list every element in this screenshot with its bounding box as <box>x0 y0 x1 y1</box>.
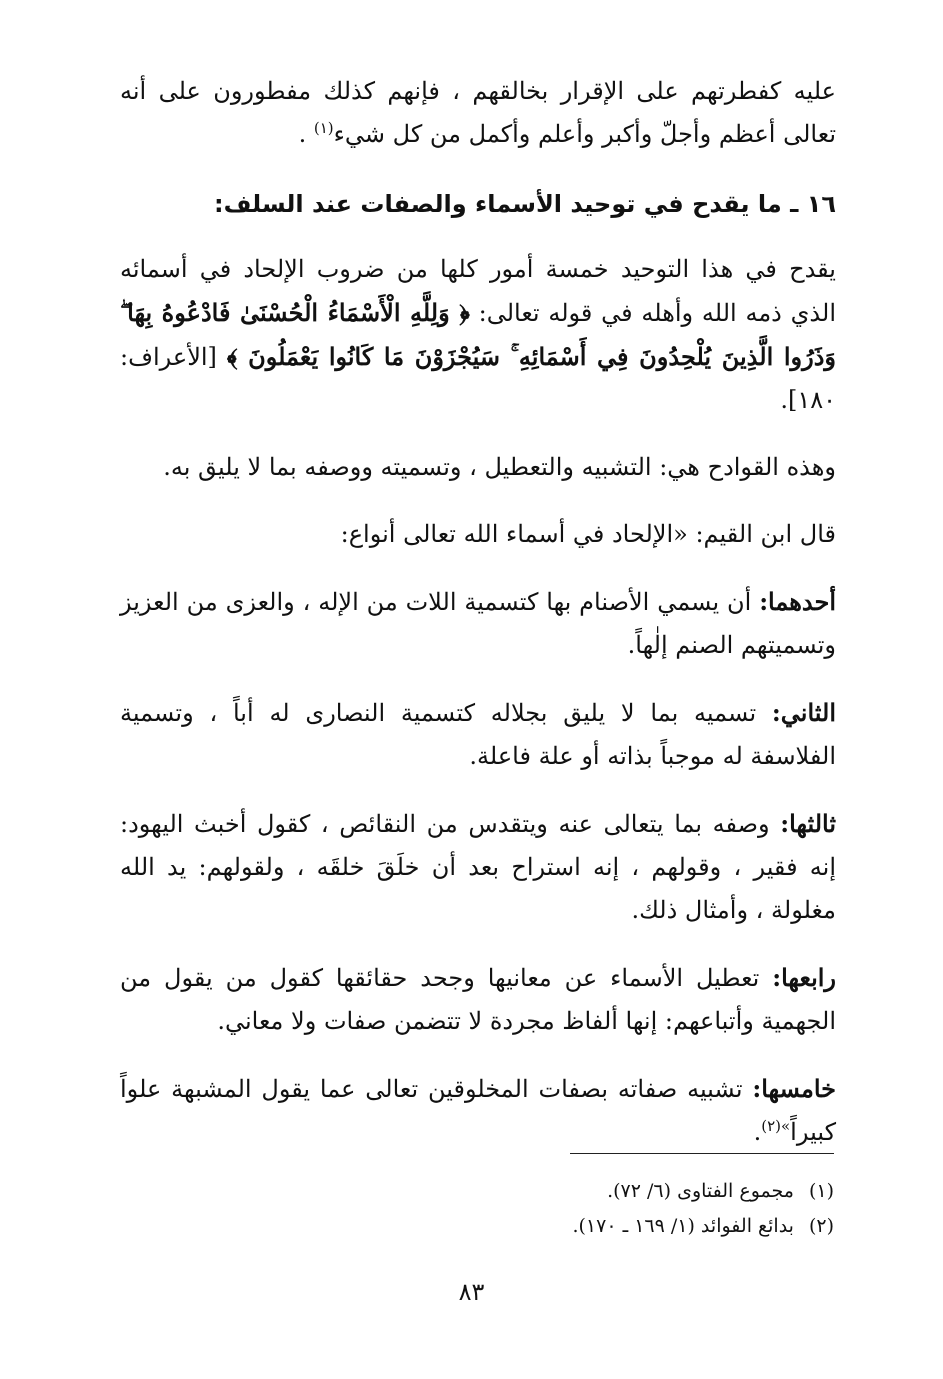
quran-source: [الأعراف: ١٨٠]. <box>120 343 836 414</box>
intro-end: . <box>298 120 314 148</box>
fifth-type-end: . <box>753 1118 762 1146</box>
fourth-type-label: رابعها: <box>772 963 836 992</box>
third-type-label: ثالثها: <box>780 809 836 838</box>
quran-verse: ﴿ وَلِلَّهِ الْأَسْمَاءُ الْحُسْنَىٰ فَادْعُوهُ بِهَا ۖ وَذَرُوا الَّذِينَ يُلْحِدُونَ فِي أَسْمَائِهِ ۚ سَيُجْزَوْنَ مَا كَانُوا يَعْمَلُونَ ﴾ <box>120 298 836 371</box>
second-type-label: الثاني: <box>771 698 836 727</box>
paragraph-second-type <box>120 691 836 778</box>
paragraph-quran <box>120 248 836 422</box>
paragraph-fourth-type <box>120 956 836 1043</box>
footnote-ref-2[interactable]: »(٢) <box>761 1117 791 1135</box>
footnote-item <box>200 1174 834 1209</box>
footnote-number: (٢) <box>808 1215 834 1237</box>
paragraph-ibn-qayyim: قال ابن القيم: «الإلحاد في أسماء الله تعالى أنواع: <box>340 520 836 548</box>
paragraph-categories: وهذه القوادح هي: التشبيه والتعطيل ، وتسميته ووصفه بما لا يليق به. <box>163 453 836 481</box>
page-number: ٨٣ <box>458 1278 485 1306</box>
second-type-text: تسميه بما لا يليق بجلاله كتسمية النصارى له أباً ، وتسمية الفلاسفة له موجباً بذاته أو علة فاعلة. <box>120 699 836 770</box>
quran-intro-text: يقدح في هذا التوحيد خمسة أمور كلها من ضروب الإلحاد في أسمائه الذي ذمه الله وأهله في قوله تعالى: <box>120 255 836 327</box>
fifth-type-label: خامسها: <box>752 1074 836 1103</box>
paragraph-intro <box>120 70 836 156</box>
section-heading: ١٦ ـ ما يقدح في توحيد الأسماء والصفات عند السلف: <box>214 190 836 218</box>
fourth-type-text: تعطيل الأسماء عن معانيها وجحد حقائقها كقول من يقول من الجهمية وأتباعهم: إنها ألفاظ مجردة لا تتضمن صفات ولا معاني. <box>120 964 836 1035</box>
first-type-text: أن يسمي الأصنام بها كتسمية اللات من الإله ، والعزى من العزيز وتسميتهم الصنم إلٰهاً. <box>120 588 836 659</box>
intro-line-2: أعظم وأجلّ وأكبر وأعلم وأكمل من كل شيء <box>333 120 776 148</box>
footnote-number: (١) <box>808 1180 834 1202</box>
paragraph-fifth-type <box>120 1067 836 1154</box>
footnote-item <box>200 1209 834 1244</box>
paragraph-first-type <box>120 580 836 667</box>
footnote-ref-1[interactable]: (١) <box>313 119 334 137</box>
page-body <box>120 70 836 1154</box>
footnote-divider <box>570 1153 834 1154</box>
footnote-text: بدائع الفوائد (١/ ١٦٩ ـ ١٧٠). <box>572 1215 794 1237</box>
paragraph-third-type <box>120 802 836 932</box>
first-type-label: أحدهما: <box>759 587 836 616</box>
footnote-text: مجموع الفتاوى (٦/ ٧٢). <box>607 1180 794 1202</box>
intro-line-1: عليه كفطرتهم على الإقرار بخالقهم ، فإنهم كذلك مفطورون على أنه تعالى <box>120 77 836 148</box>
fifth-type-text: تشبيه صفاته بصفات المخلوقين تعالى عما يقول المشبهة علواً كبيراً <box>120 1075 836 1146</box>
third-type-text: وصفه بما يتعالى عنه ويتقدس من النقائص ، كقول أخبث اليهود: إنه فقير ، وقولهم ، إنه استراح بعد أن خلَقَ خلقَه ، ولقولهم: يد الله مغلولة ، وأمثال ذلك. <box>120 810 836 924</box>
footnotes <box>200 1174 834 1244</box>
